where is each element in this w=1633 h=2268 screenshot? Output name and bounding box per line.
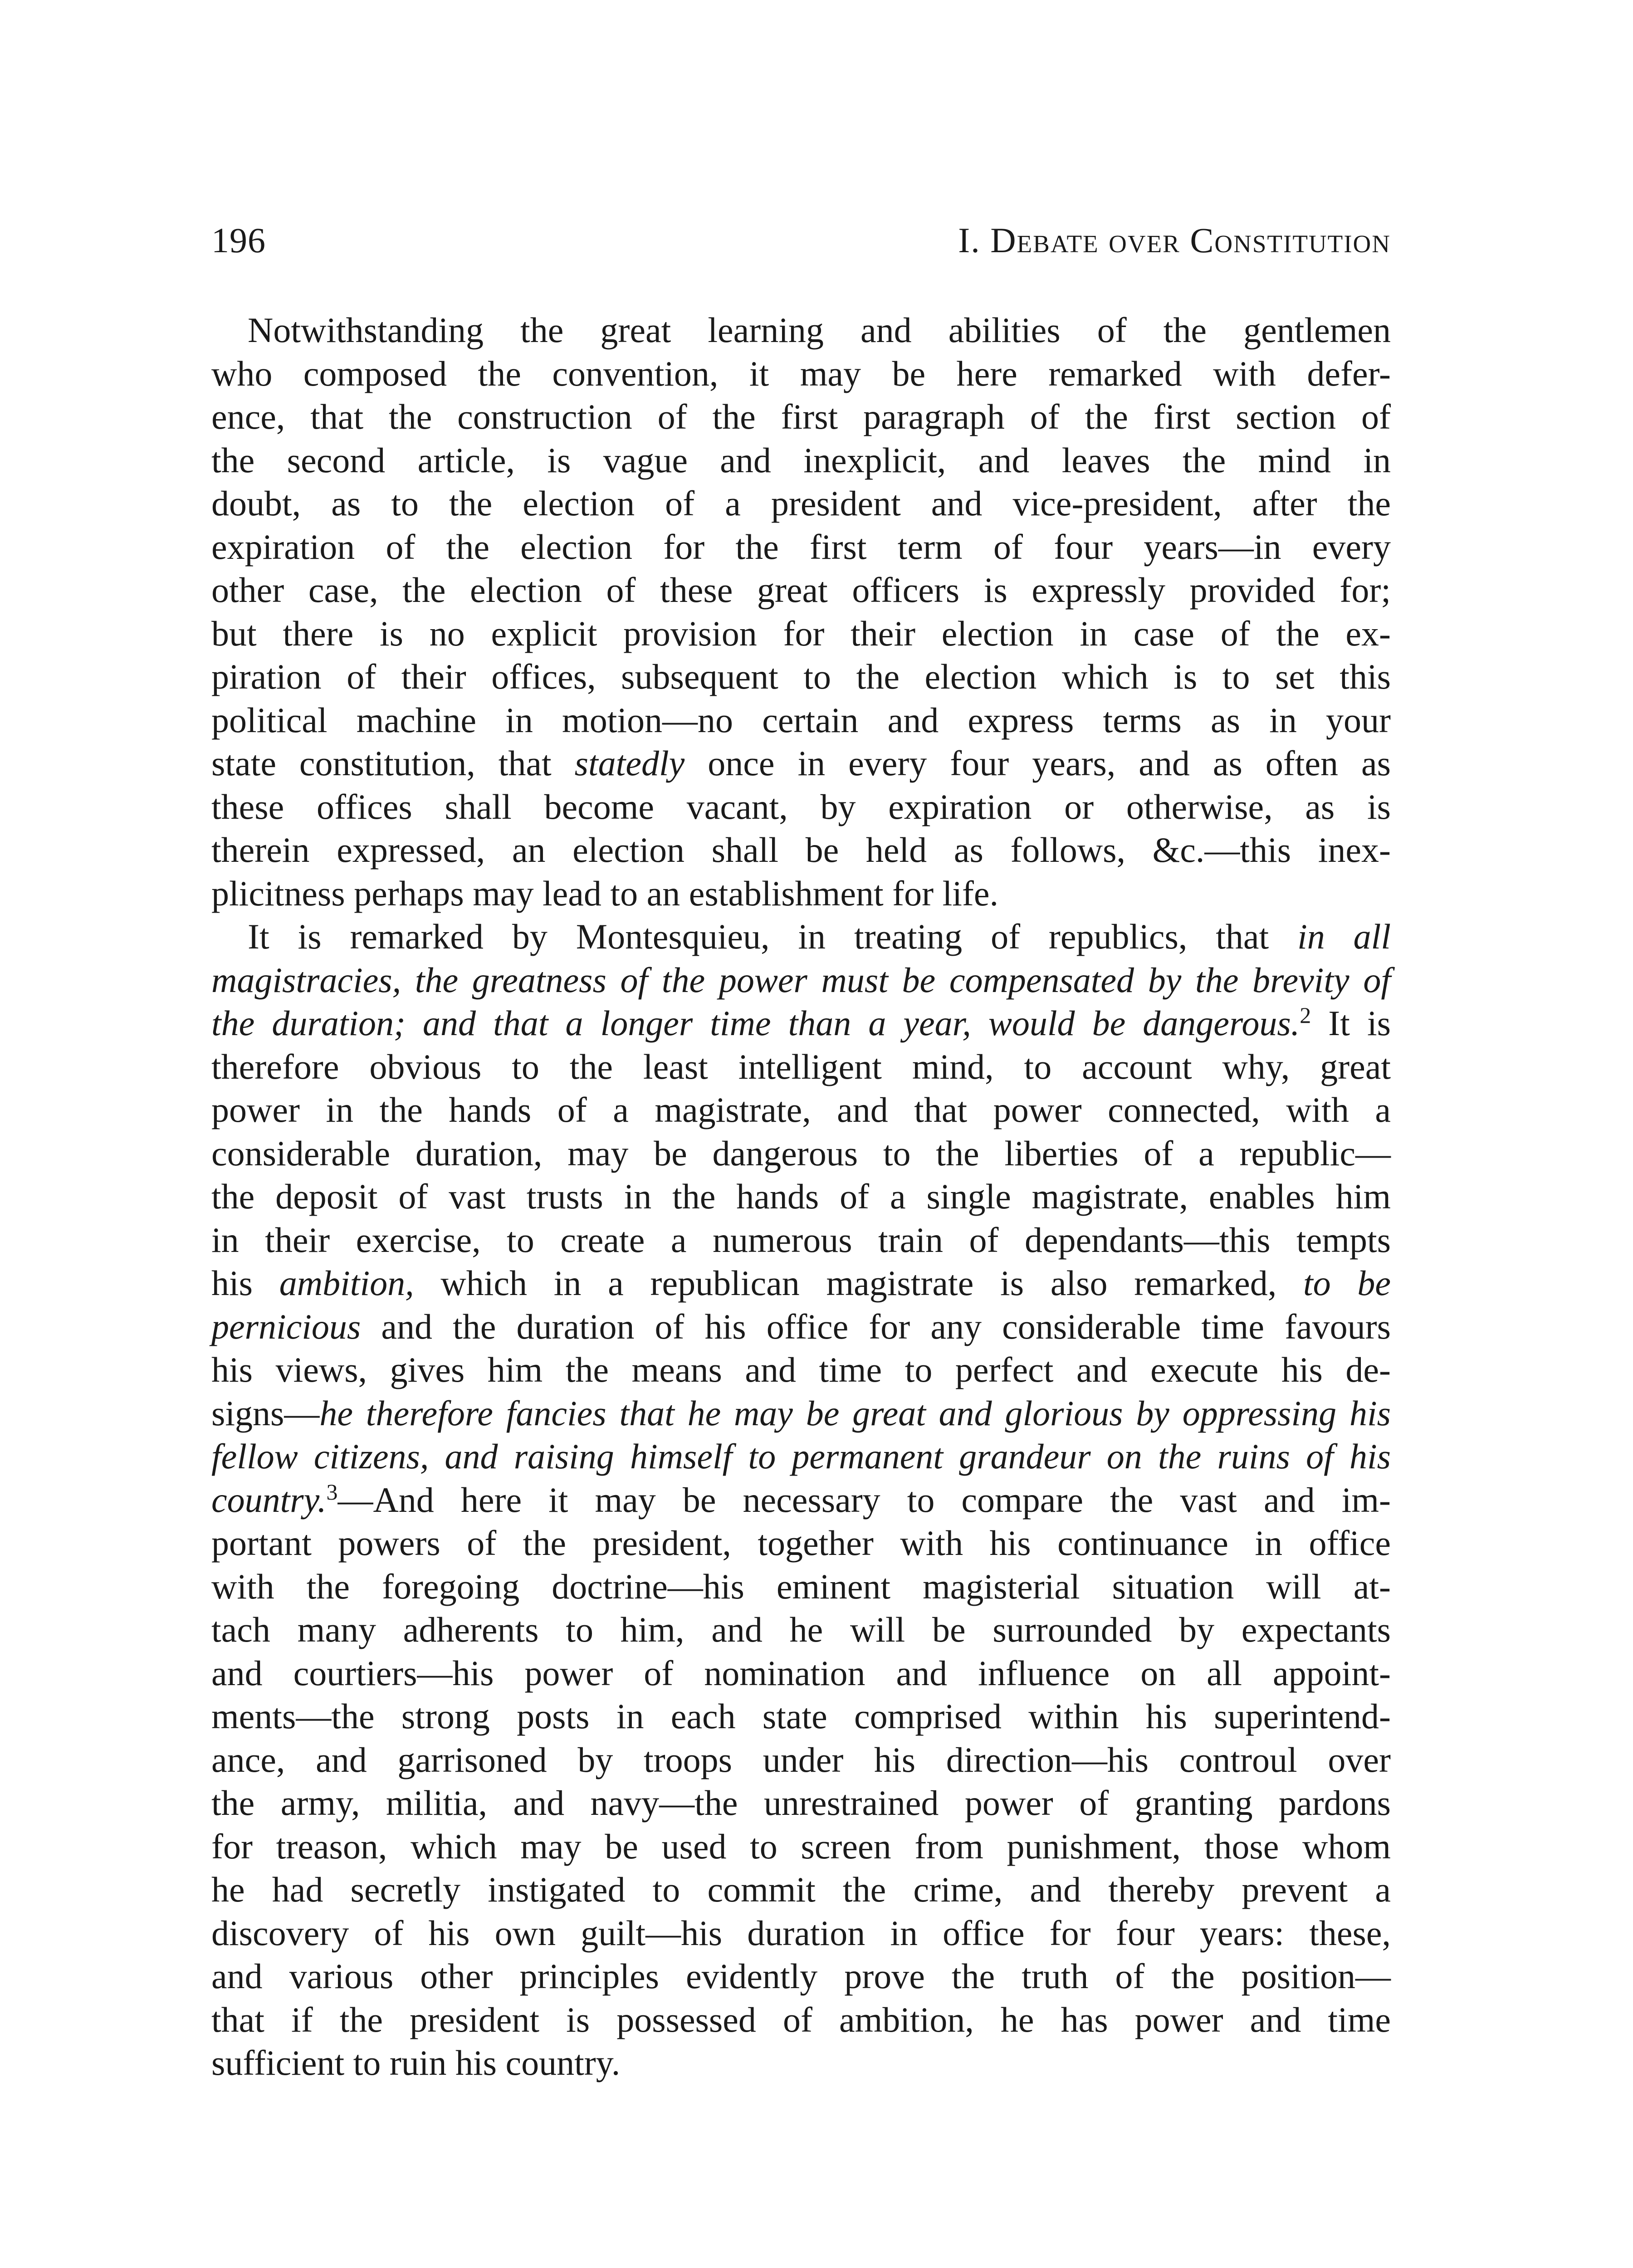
text-line: discovery of his own guilt—his duration in office for four years: these, — [211, 1913, 1391, 1953]
text-line: and various other principles evidently prove the truth of the position— — [211, 1956, 1391, 1996]
text-line: piration of their offices, subsequent to the election which is to set this — [211, 657, 1391, 696]
text-run: his — [211, 1263, 279, 1303]
text-line: and courtiers—his power of nomination and influence on all appoint- — [211, 1653, 1391, 1693]
text-line: he had secretly instigated to commit the crime, and thereby prevent a — [211, 1870, 1391, 1909]
text-run: —And here it may be necessary to compare the vast and im- — [337, 1480, 1391, 1520]
italic-run: to be — [1303, 1263, 1391, 1303]
text-run: once in every four years, and as often as — [684, 743, 1391, 783]
text-line — [211, 1002, 1391, 1045]
italic-word: statedly — [574, 743, 685, 783]
text-line: ments—the strong posts in each state comprised within his superintend- — [211, 1696, 1391, 1736]
text-line — [211, 958, 1391, 1002]
text-line: his views, gives him the means and time to perfect and execute his de- — [211, 1350, 1391, 1389]
running-head-title: I. Debate over Constitution — [958, 220, 1391, 260]
text-line: that if the president is possessed of ambition, he has power and time — [211, 1999, 1391, 2039]
text-line: who composed the convention, it may be here remarked with defer- — [211, 353, 1391, 393]
italic-run: fellow citizens, and raising himself to permanent grandeur on the ruins of his — [211, 1437, 1391, 1476]
text-line: Notwithstanding the great learning and abilities of the gentlemen — [248, 310, 1391, 350]
running-head — [211, 213, 1391, 268]
italic-run: the duration; and that a longer time than a year, would be dangerous. — [211, 1003, 1300, 1043]
footnote-ref-3[interactable]: 3 — [326, 1479, 338, 1505]
italic-run: magistracies, the greatness of the power must be compensated by the brevity of — [211, 960, 1391, 1000]
text-run: It is — [1311, 1003, 1391, 1043]
text-line — [211, 1478, 1391, 1522]
text-line — [211, 1392, 1391, 1435]
text-line: therein expressed, an election shall be held as follows, &c.—this inex- — [211, 830, 1391, 870]
text-run: It is remarked by Montesquieu, in treating of republics, that — [248, 917, 1298, 956]
text-line: the second article, is vague and inexplicit, and leaves the mind in — [211, 440, 1391, 480]
text-line: the deposit of vast trusts in the hands of a single magistrate, enables him — [211, 1177, 1391, 1216]
italic-run: in all — [1297, 917, 1391, 956]
text-line: political machine in motion—no certain and express terms as in your — [211, 700, 1391, 740]
paragraph-1 — [211, 308, 1391, 915]
text-line — [211, 915, 1391, 958]
text-line: other case, the election of these great officers is expressly provided for; — [211, 570, 1391, 610]
footnote-ref-2[interactable]: 2 — [1300, 1002, 1311, 1028]
italic-run: he therefore fancies that he may be great and glorious by oppressing his — [319, 1393, 1391, 1433]
italic-word: country. — [211, 1480, 327, 1520]
text-line: therefore obvious to the least intelligent mind, to account why, great — [211, 1046, 1391, 1086]
text-line: portant powers of the president, together with his continuance in office — [211, 1523, 1391, 1563]
text-line: in their exercise, to create a numerous train of dependants—this tempts — [211, 1220, 1391, 1260]
text-line: doubt, as to the election of a president and vice-president, after the — [211, 484, 1391, 523]
text-run: which in a republican magistrate is also remarked, — [414, 1263, 1303, 1303]
text-line — [211, 1435, 1391, 1478]
text-line: tach many adherents to him, and he will be surrounded by expectants — [211, 1610, 1391, 1649]
text-line: with the foregoing doctrine—his eminent magisterial situation will at- — [211, 1566, 1391, 1606]
text-line: sufficient to ruin his country. — [211, 2043, 621, 2082]
text-line: but there is no explicit provision for their election in case of the ex- — [211, 613, 1391, 653]
text-line: for treason, which may be used to screen from punishment, those whom — [211, 1826, 1391, 1866]
text-run: signs— — [211, 1393, 320, 1433]
text-line: the army, militia, and navy—the unrestrained power of granting pardons — [211, 1783, 1391, 1823]
text-line: plicitness perhaps may lead to an establishment for life. — [211, 873, 999, 913]
page-number: 196 — [211, 220, 266, 260]
text-line: ence, that the construction of the first paragraph of the first section of — [211, 397, 1391, 436]
text-line: ance, and garrisoned by troops under his direction—his controul over — [211, 1740, 1391, 1779]
paragraph-2 — [211, 915, 1391, 2085]
italic-word: pernicious — [211, 1306, 361, 1346]
body-text — [211, 308, 1391, 2085]
italic-word: ambition, — [279, 1263, 414, 1303]
text-line: considerable duration, may be dangerous to the liberties of a republic— — [211, 1133, 1391, 1173]
text-line: power in the hands of a magistrate, and that power connected, with a — [211, 1090, 1391, 1129]
text-line — [211, 742, 1391, 785]
text-line — [211, 1305, 1391, 1349]
text-line: these offices shall become vacant, by expiration or otherwise, as is — [211, 787, 1391, 826]
text-line — [211, 1261, 1391, 1305]
text-line: expiration of the election for the first term of four years—in every — [211, 527, 1391, 567]
text-run: state constitution, that — [211, 743, 575, 783]
text-run: and the duration of his office for any considerable time favours — [361, 1306, 1391, 1346]
